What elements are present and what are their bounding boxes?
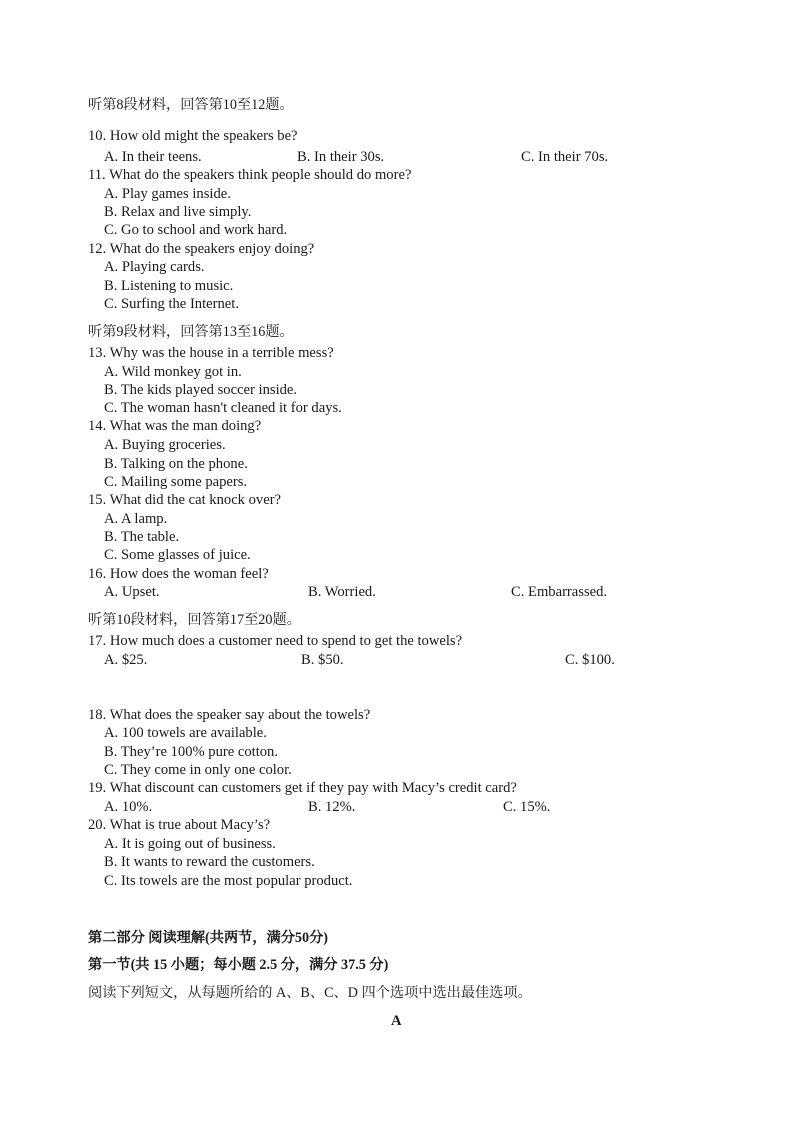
option-c: C. $100.	[565, 652, 615, 668]
question-stem: 13. Why was the house in a terrible mess?	[88, 345, 334, 361]
option-c: C. Go to school and work hard.	[104, 222, 288, 238]
question-stem: 20. What is true about Macy’s?	[88, 817, 271, 833]
option-c: C. The woman hasn't cleaned it for days.	[104, 400, 342, 416]
option-a: A. Playing cards.	[104, 259, 205, 275]
option-b: B. Worried.	[308, 584, 376, 600]
reading-instruction: 阅读下列短文，从每题所给的 A、B、C、D 四个选项中选出最佳选项。	[88, 985, 532, 1001]
passage-label: A	[391, 1013, 402, 1029]
section-heading: 听第9段材料，回答第13至16题。	[88, 324, 294, 340]
option-b: B. Talking on the phone.	[104, 456, 248, 472]
option-c: C. Its towels are the most popular product.	[104, 873, 353, 889]
question-stem: 19. What discount can customers get if they pay with Macy’s credit card?	[88, 780, 517, 796]
section-subtitle: 第一节(共 15 小题；每小题 2.5 分，满分 37.5 分)	[88, 957, 389, 973]
option-b: B. $50.	[301, 652, 344, 668]
question-stem: 17. How much does a customer need to spend to get the towels?	[88, 633, 463, 649]
section-heading: 听第10段材料，回答第17至20题。	[88, 612, 301, 628]
option-b: B. Listening to music.	[104, 278, 234, 294]
option-a: A. It is going out of business.	[104, 836, 276, 852]
option-b: B. It wants to reward the customers.	[104, 854, 315, 870]
option-a: A. In their teens.	[104, 149, 202, 165]
question-stem: 10. How old might the speakers be?	[88, 128, 298, 144]
option-a: A. Play games inside.	[104, 186, 231, 202]
question-stem: 18. What does the speaker say about the towels?	[88, 707, 371, 723]
option-c: C. Embarrassed.	[511, 584, 608, 600]
part-title: 第二部分 阅读理解(共两节，满分50分)	[88, 930, 328, 946]
option-b: B. They’re 100% pure cotton.	[104, 744, 278, 760]
option-a: A. 10%.	[104, 799, 153, 815]
option-b: B. The table.	[104, 529, 180, 545]
section-heading: 听第8段材料，回答第10至12题。	[88, 97, 294, 113]
option-c: C. In their 70s.	[521, 149, 609, 165]
question-stem: 14. What was the man doing?	[88, 418, 262, 434]
option-a: A. 100 towels are available.	[104, 725, 267, 741]
option-b: B. Relax and live simply.	[104, 204, 252, 220]
option-a: A. A lamp.	[104, 511, 168, 527]
question-stem: 12. What do the speakers enjoy doing?	[88, 241, 315, 257]
option-b: B. The kids played soccer inside.	[104, 382, 298, 398]
question-stem: 11. What do the speakers think people should do more?	[88, 167, 412, 183]
option-c: C. They come in only one color.	[104, 762, 292, 778]
option-a: A. Upset.	[104, 584, 160, 600]
option-c: C. Surfing the Internet.	[104, 296, 239, 312]
option-a: A. $25.	[104, 652, 148, 668]
option-a: A. Buying groceries.	[104, 437, 226, 453]
question-stem: 15. What did the cat knock over?	[88, 492, 282, 508]
question-stem: 16. How does the woman feel?	[88, 566, 269, 582]
option-b: B. In their 30s.	[297, 149, 385, 165]
option-c: C. Mailing some papers.	[104, 474, 248, 490]
option-c: C. Some glasses of juice.	[104, 547, 251, 563]
option-c: C. 15%.	[503, 799, 551, 815]
option-a: A. Wild monkey got in.	[104, 364, 242, 380]
option-b: B. 12%.	[308, 799, 356, 815]
